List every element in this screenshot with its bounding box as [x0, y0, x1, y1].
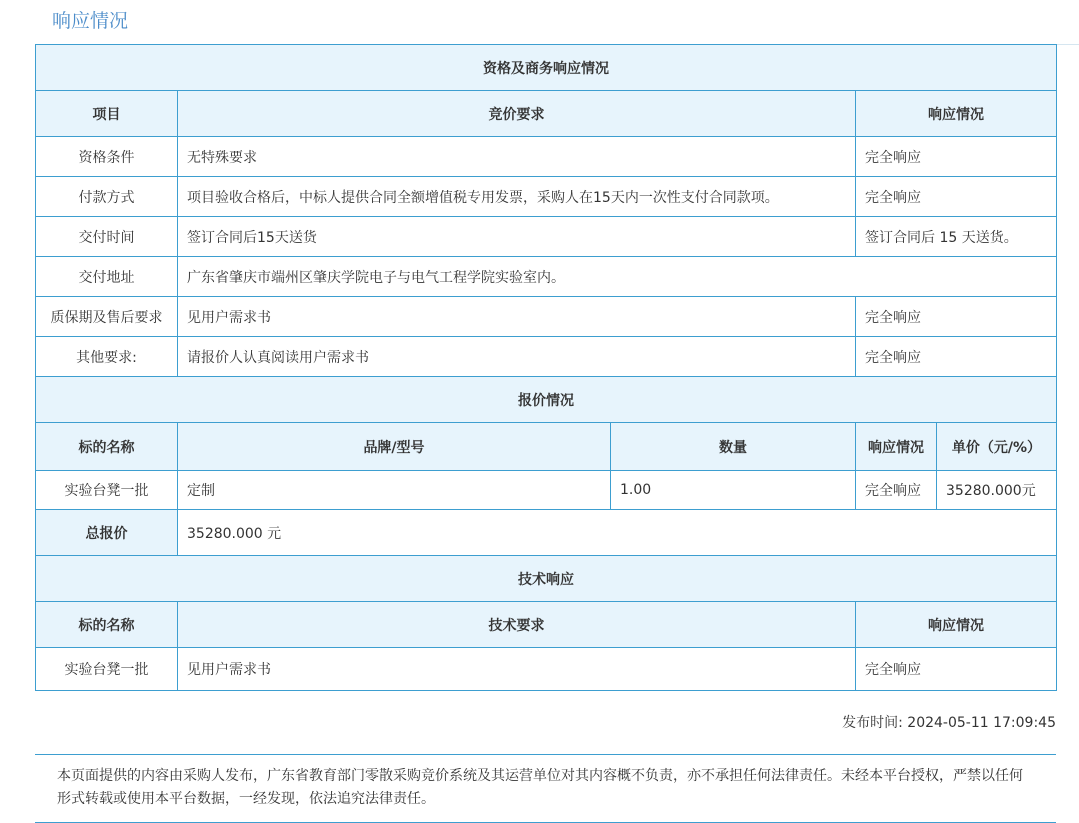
row-name: 实验台凳一批	[36, 471, 178, 510]
table-row	[36, 257, 1057, 297]
table-row	[36, 297, 1057, 337]
row-item: 质保期及售后要求	[36, 297, 178, 337]
row-item: 交付时间	[36, 217, 178, 257]
quote-header-row	[36, 423, 1057, 471]
technical-section-title: 技术响应	[36, 556, 1057, 602]
response-table	[35, 44, 1057, 691]
publish-time: 发布时间: 2024-05-11 17:09:45	[842, 715, 1056, 731]
row-response: 签订合同后 15 天送货。	[856, 217, 1057, 257]
row-item: 其他要求:	[36, 337, 178, 377]
row-name: 实验台凳一批	[36, 648, 178, 691]
row-requirement: 广东省肇庆市端州区肇庆学院电子与电气工程学院实验室内。	[178, 257, 1057, 297]
row-response: 完全响应	[856, 337, 1057, 377]
technical-header-row	[36, 602, 1057, 648]
section-title: 响应情况	[52, 10, 129, 32]
row-brand: 定制	[178, 471, 611, 510]
row-response: 完全响应	[856, 297, 1057, 337]
row-tech-requirement: 见用户需求书	[178, 648, 856, 691]
total-label: 总报价	[36, 510, 178, 556]
header-response: 响应情况	[856, 91, 1057, 137]
row-response: 完全响应	[856, 137, 1057, 177]
table-row	[36, 648, 1057, 691]
row-item: 付款方式	[36, 177, 178, 217]
header-name: 标的名称	[36, 423, 178, 471]
total-value: 35280.000 元	[178, 510, 1057, 556]
table-row	[36, 337, 1057, 377]
header-response: 响应情况	[856, 602, 1057, 648]
disclaimer-box	[35, 754, 1056, 823]
header-unit-price: 单价（元/%）	[937, 423, 1057, 471]
row-response: 完全响应	[856, 177, 1057, 217]
disclaimer-text: 本页面提供的内容由采购人发布，广东省教育部门零散采购竞价系统及其运营单位对其内容概不负责，亦不承担任何法律责任。未经本平台授权，严禁以任何形式转载或使用本平台数据，一经发现，依法追究法律责任。	[57, 768, 1023, 807]
qualification-header-row	[36, 91, 1057, 137]
row-quantity: 1.00	[611, 471, 856, 510]
header-item: 项目	[36, 91, 178, 137]
total-row	[36, 510, 1057, 556]
table-row	[36, 137, 1057, 177]
header-name: 标的名称	[36, 602, 178, 648]
table-row	[36, 471, 1057, 510]
table-row	[36, 177, 1057, 217]
header-quantity: 数量	[611, 423, 856, 471]
row-item: 交付地址	[36, 257, 178, 297]
row-requirement: 见用户需求书	[178, 297, 856, 337]
table-row	[36, 217, 1057, 257]
row-response: 完全响应	[856, 648, 1057, 691]
row-item: 资格条件	[36, 137, 178, 177]
row-unit-price: 35280.000元	[937, 471, 1057, 510]
qualification-section-title: 资格及商务响应情况	[36, 45, 1057, 91]
row-requirement: 无特殊要求	[178, 137, 856, 177]
row-response: 完全响应	[856, 471, 937, 510]
header-response: 响应情况	[856, 423, 937, 471]
header-brand: 品牌/型号	[178, 423, 611, 471]
row-requirement: 请报价人认真阅读用户需求书	[178, 337, 856, 377]
divider	[1056, 44, 1079, 45]
header-requirement: 竞价要求	[178, 91, 856, 137]
row-requirement: 项目验收合格后，中标人提供合同全额增值税专用发票，采购人在15天内一次性支付合同款项。	[178, 177, 856, 217]
quote-section-title: 报价情况	[36, 377, 1057, 423]
header-tech-requirement: 技术要求	[178, 602, 856, 648]
row-requirement: 签订合同后15天送货	[178, 217, 856, 257]
